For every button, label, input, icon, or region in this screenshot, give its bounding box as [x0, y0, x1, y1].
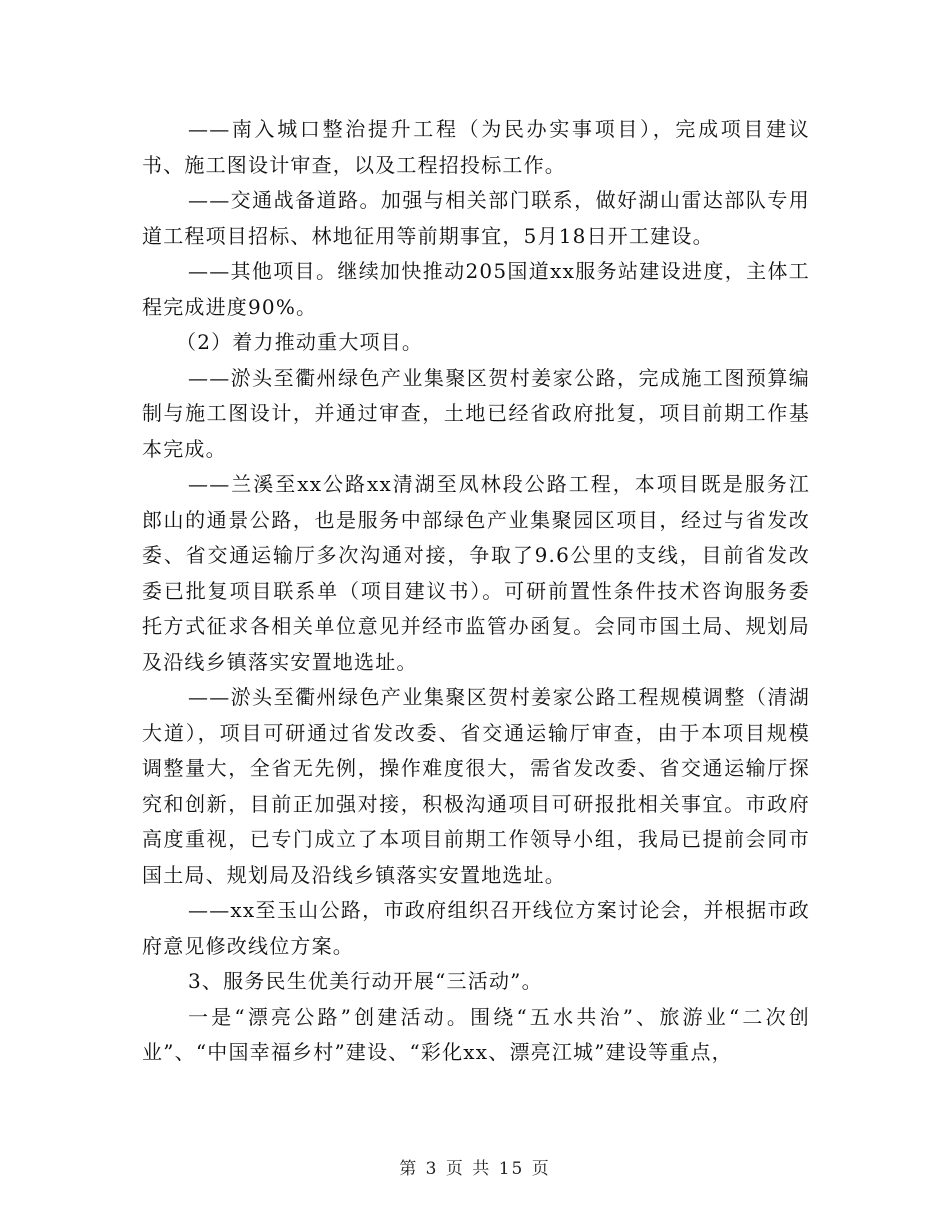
paragraph-other-projects: ——其他项目。继续加快推动205国道xx服务站建设进度，主体工程完成进度90%。	[142, 259, 810, 319]
paragraph-beautiful-road-activity: 一是“漂亮公路”创建活动。围绕“五水共治”、旅游业“二次创业”、“中国幸福乡村”建设、“彩化xx、漂亮江城”建设等重点，	[142, 1004, 810, 1064]
paragraph-yutou-jiangjia-road: ——淤头至衢州绿色产业集聚区贺村姜家公路，完成施工图预算编制与施工图设计，并通过审查，土地已经省政府批复，项目前期工作基本完成。	[142, 365, 810, 461]
paragraph-section-heading-three-activities: 3、服务民生优美行动开展“三活动”。	[188, 969, 543, 993]
paragraph-lanxi-road: ——兰溪至xx公路xx清湖至凤林段公路工程，本项目既是服务江郎山的通景公路，也是服务中部绿色产业集聚园区项目，经过与省发改委、省交通运输厅多次沟通对接，争取了9.6公里的支线，目前省发改委已批复项目联系单（项目建议书）。可研前置性条件技术咨询服务委托方式征求各相关单位意见并经市监管办函复。会同市国土局、规划局及沿线乡镇落实安置地选址。	[142, 472, 810, 674]
document-body	[142, 112, 810, 1071]
paragraph-yushan-road: ——xx至玉山公路，市政府组织召开线位方案讨论会，并根据市政府意见修改线位方案。	[142, 898, 810, 958]
paragraph-scale-adjustment: ——淤头至衢州绿色产业集聚区贺村姜家公路工程规模调整（清湖大道），项目可研通过省发改委、省交通运输厅审查，由于本项目规模调整量大，全省无先例，操作难度很大，需省发改委、省交通运输厅探究和创新，目前正加强对接，积极沟通项目可研报批相关事宜。市政府高度重视，已专门成立了本项目前期工作领导小组，我局已提前会同市国土局、规划局及沿线乡镇落实安置地选址。	[142, 685, 810, 887]
paragraph-war-readiness-road: ——交通战备道路。加强与相关部门联系，做好湖山雷达部队专用道工程项目招标、林地征用等前期事宜，5月18日开工建设。	[142, 188, 810, 248]
paragraph-south-entrance-project: ——南入城口整治提升工程（为民办实事项目），完成项目建议书、施工图设计审查，以及工程招投标工作。	[142, 117, 810, 177]
paragraph-section-heading-major-projects: （2）着力推动重大项目。	[176, 330, 424, 354]
page-number-footer: 第 3 页 共 15 页	[399, 1159, 551, 1179]
